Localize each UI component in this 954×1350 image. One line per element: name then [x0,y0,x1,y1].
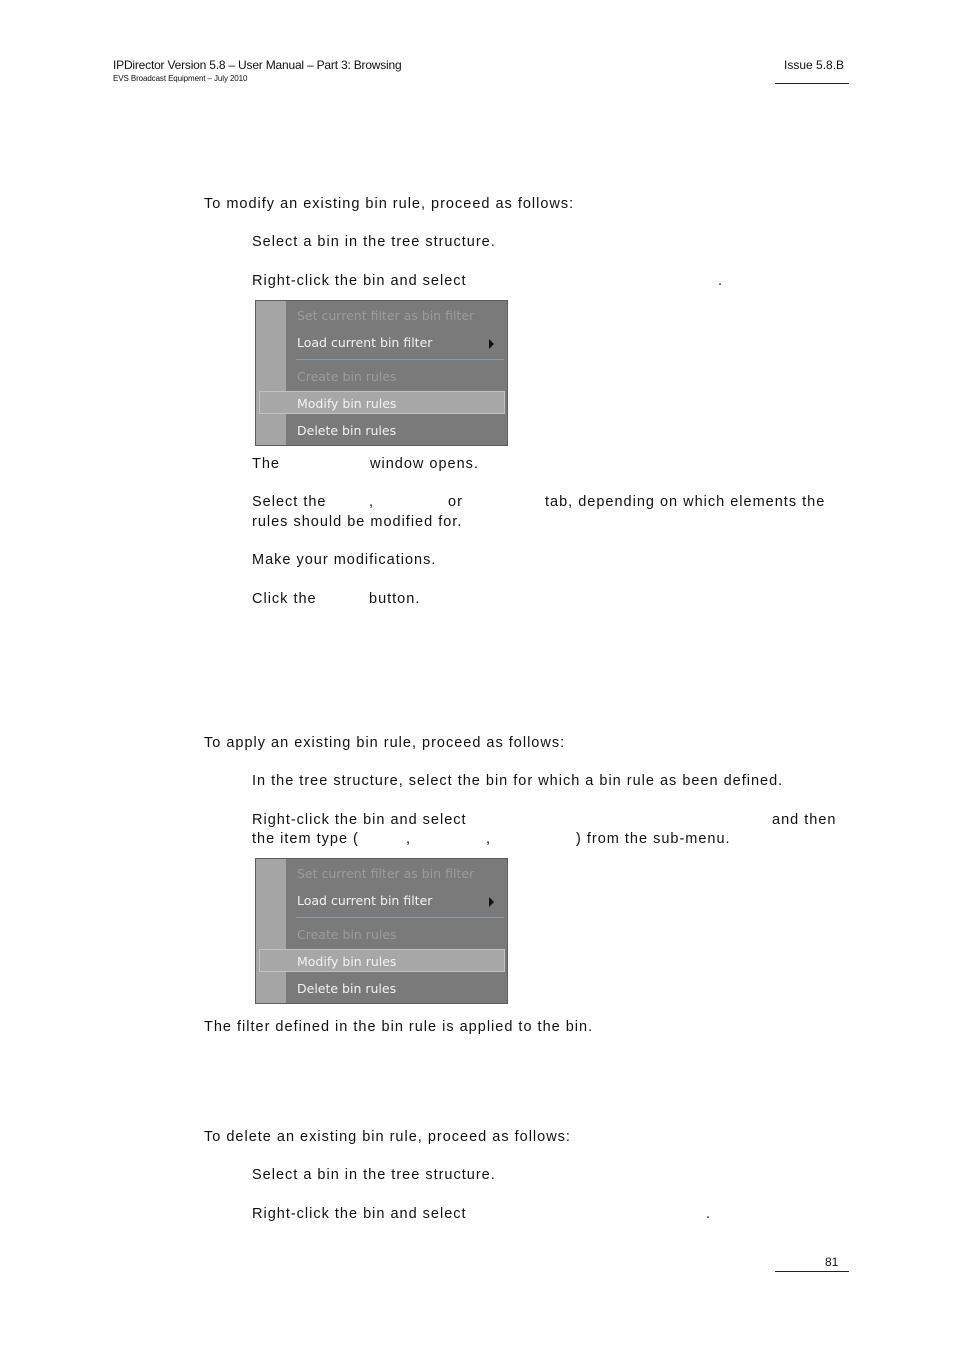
header-issue: Issue 5.8.B [784,58,845,72]
modify-step-3-a: The [252,456,280,472]
menu-item-create-rules[interactable]: Create bin rules [297,369,397,384]
apply-step-2-prefix: Right-click the bin and select [252,812,467,828]
menu-separator [296,917,504,918]
delete-intro: To delete an existing bin rule, proceed as follows: [204,1129,571,1145]
modify-step-2 [252,272,467,291]
submenu-arrow-icon [489,897,494,907]
modify-step-2-prefix: Right-click the bin and select [252,273,467,289]
apply-step-2-line2-b: , [406,831,412,847]
menu-separator [296,359,504,360]
delete-step-2-suffix: . [706,1206,712,1222]
delete-step-1: Select a bin in the tree structure. [252,1167,496,1183]
modify-step-2-suffix: . [718,273,724,289]
apply-result: The filter defined in the bin rule is applied to the bin. [204,1019,594,1035]
apply-step-2-line2-d: ) from the sub-menu. [576,831,731,847]
modify-step-6-a: Click the [252,591,317,607]
header-divider [775,83,849,84]
modify-step-5: Make your modifications. [252,552,437,568]
menu-item-create-rules[interactable]: Create bin rules [297,927,397,942]
modify-step-4-w1: Select the [252,494,327,510]
apply-step-2-line2-c: , [486,831,492,847]
header-subtitle: EVS Broadcast Equipment – July 2010 [113,74,248,83]
page-number: 81 [825,1255,839,1269]
menu-icon-gutter [256,859,286,1003]
menu-item-load-filter[interactable]: Load current bin filter [297,893,433,908]
apply-step-1: In the tree structure, select the bin for which a bin rule as been defined. [252,773,784,789]
submenu-arrow-icon [489,339,494,349]
footer-divider [775,1271,849,1272]
menu-item-delete-rules[interactable]: Delete bin rules [297,981,397,996]
context-menu-apply [255,858,508,1004]
context-menu-modify [255,300,508,446]
menu-item-delete-rules[interactable]: Delete bin rules [297,423,397,438]
menu-item-load-filter[interactable]: Load current bin filter [297,335,433,350]
modify-step-4-w4: tab, depending on which elements the [545,494,826,510]
modify-step-4-line2: rules should be modified for. [252,514,463,530]
modify-step-6-b: button. [369,591,421,607]
menu-item-set-filter[interactable]: Set current filter as bin filter [297,866,475,881]
apply-step-2-suffix: and then [772,812,837,828]
modify-step-4-w2: , [369,494,375,510]
modify-step-3-b: window opens. [370,456,479,472]
menu-item-modify-rules[interactable]: Modify bin rules [297,954,397,969]
menu-icon-gutter [256,301,286,445]
header-title: IPDirector Version 5.8 – User Manual – Part 3: Browsing [113,58,402,72]
modify-step-1: Select a bin in the tree structure. [252,234,496,250]
modify-intro: To modify an existing bin rule, proceed as follows: [204,196,575,212]
menu-item-set-filter[interactable]: Set current filter as bin filter [297,308,475,323]
delete-step-2-prefix: Right-click the bin and select [252,1206,467,1222]
apply-step-2-line2-a: the item type ( [252,831,359,847]
menu-item-modify-rules[interactable]: Modify bin rules [297,396,397,411]
apply-intro: To apply an existing bin rule, proceed as follows: [204,735,566,751]
modify-step-4-w3: or [448,494,463,510]
